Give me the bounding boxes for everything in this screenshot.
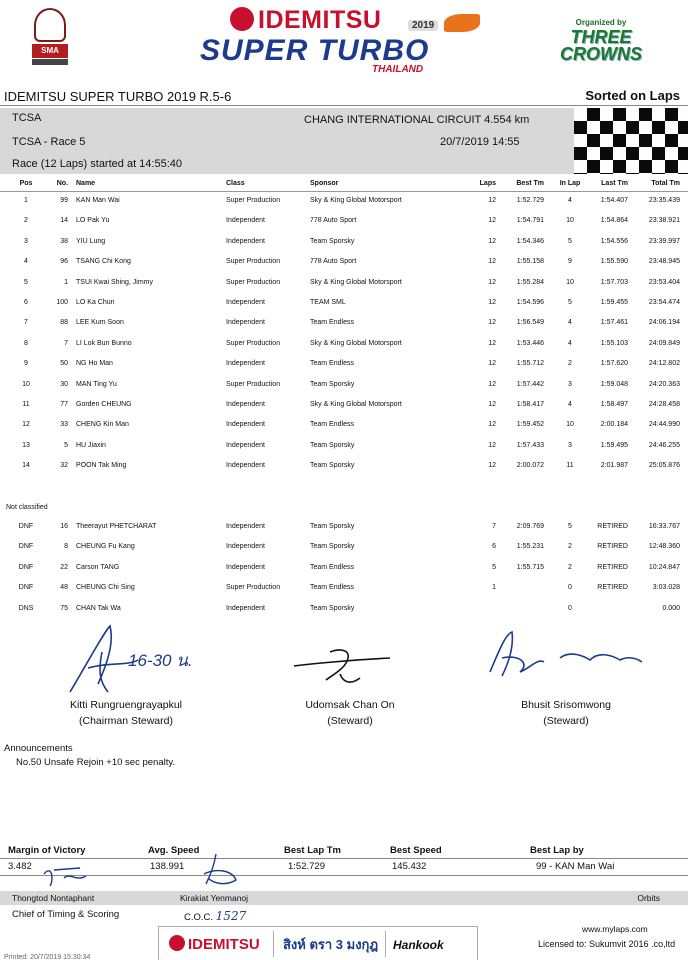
table-row (0, 279, 688, 299)
chief-label: Chief of Timing & Scoring (12, 909, 120, 920)
cell-total: 23:35.439 (648, 197, 680, 204)
sponsor-divider (273, 931, 274, 957)
signature-steward-2 (480, 628, 650, 688)
cell-best: 2:00.072 (516, 462, 544, 470)
cell-last: RETIRED (597, 563, 628, 571)
cell-laps: 12 (488, 462, 496, 470)
cell-total: 0.000 (662, 604, 680, 612)
cell-no: 99 (60, 197, 68, 204)
cell-laps: 12 (488, 401, 496, 408)
summary-divider-bottom (0, 875, 688, 876)
col-best: Best Tm (516, 180, 544, 187)
cell-total: 16:33.767 (648, 523, 680, 530)
cell-last: 1:58.497 (600, 401, 628, 408)
cell-class: Super Production (226, 584, 281, 592)
cell-class: Independent (226, 604, 265, 612)
steward-1-name: Udomsak Chan On (305, 699, 395, 711)
cell-last: 1:59.048 (600, 380, 628, 388)
organizer-label: Organized by (575, 18, 627, 27)
cell-no: 14 (60, 217, 68, 225)
cell-pos: 6 (24, 299, 28, 306)
summary-divider (0, 858, 688, 859)
cell-inlap: 4 (568, 401, 572, 408)
table-row (0, 564, 688, 584)
cell-laps: 12 (488, 258, 496, 266)
cell-pos: 11 (22, 401, 30, 408)
avg-speed-value: 138.991 (150, 861, 185, 872)
cell-best: 1:55.284 (516, 278, 544, 286)
cell-last: 1:57.461 (600, 319, 628, 327)
cell-laps: 12 (488, 421, 496, 429)
cell-inlap: 9 (568, 258, 572, 266)
cell-laps: 12 (488, 217, 496, 225)
cell-class: Independent (226, 543, 265, 551)
cell-total: 23:38.921 (648, 217, 680, 225)
best-lap-label: Best Lap Tm (284, 845, 342, 856)
race-start: Race (12 Laps) started at 14:55:40 (12, 158, 182, 170)
table-row (0, 360, 688, 380)
cell-pos: 12 (22, 421, 30, 429)
cell-name: NG Ho Man (76, 360, 113, 368)
cell-class: Independent (226, 523, 265, 530)
flame-icon (444, 14, 480, 32)
sponsor-hankook: Hankook (393, 938, 444, 952)
cell-pos: 4 (24, 258, 28, 266)
col-no: No. (56, 180, 68, 187)
cell-total: 23:53.404 (648, 278, 680, 286)
cell-class: Super Production (226, 339, 281, 347)
coc-initials-signature (196, 852, 242, 890)
cell-no: 30 (60, 380, 68, 388)
website: www.mylaps.com (582, 924, 648, 934)
cell-inlap: 0 (568, 604, 572, 612)
cell-laps: 12 (488, 339, 496, 347)
cell-total: 23:48.945 (648, 258, 680, 266)
cell-pos: 10 (22, 380, 30, 388)
cell-no: 5 (64, 441, 68, 449)
cell-no: 16 (60, 523, 68, 530)
cell-no: 32 (60, 462, 68, 470)
cell-laps: 12 (488, 197, 496, 204)
cell-no: 75 (60, 604, 68, 612)
cell-inlap: 2 (568, 543, 572, 551)
cell-best: 1:55.712 (516, 360, 544, 368)
col-class: Class (226, 180, 245, 187)
cell-pos: DNS (18, 604, 34, 612)
cell-no: 96 (60, 258, 68, 266)
sort-label: Sorted on Laps (585, 88, 680, 103)
cell-name: MAN Ting Yu (76, 380, 117, 388)
col-laps: Laps (479, 180, 496, 187)
cell-class: Independent (226, 217, 265, 225)
coc-label-text: C.O.C. (184, 912, 214, 923)
association-logo-text: SMA (32, 44, 68, 58)
announcements-label: Announcements (4, 743, 73, 754)
race-label: TCSA - Race 5 (12, 136, 86, 148)
cell-laps: 12 (488, 360, 496, 368)
cell-best: 1:55.715 (516, 563, 544, 571)
steward-1-role: (Steward) (327, 715, 373, 727)
cell-name: KAN Man Wai (76, 197, 120, 204)
cell-inlap: 5 (568, 237, 572, 245)
col-inlap: In Lap (559, 180, 581, 187)
cell-class: Independent (226, 319, 265, 327)
table-row (0, 462, 688, 482)
cell-sponsor: Team Sporsky (310, 543, 355, 551)
cell-best: 1:56.549 (516, 319, 544, 327)
title-bar (0, 88, 688, 106)
logo-underline (32, 59, 68, 65)
cell-pos: 9 (24, 360, 28, 368)
cell-no: 100 (56, 299, 68, 306)
cell-pos: 8 (24, 339, 28, 347)
cell-last: 1:57.703 (600, 278, 628, 286)
cell-last: RETIRED (597, 523, 628, 530)
cell-total: 24:28.458 (648, 401, 680, 408)
cell-laps: 12 (488, 380, 496, 388)
best-lap-by-value: 99 - KAN Man Wai (536, 861, 615, 872)
cell-best: 1:54.596 (516, 299, 544, 306)
table-row (0, 401, 688, 421)
cell-class: Independent (226, 299, 265, 306)
printed-timestamp: Printed: 20/7/2019 15:30:34 (4, 954, 91, 960)
cell-sponsor: Sky & King Global Motorsport (310, 339, 402, 347)
cell-inlap: 4 (568, 197, 572, 204)
organizer-name: THREE CROWNS (560, 27, 642, 64)
col-sponsor: Sponsor (310, 180, 339, 187)
cell-name: CHEUNG Fu Kang (76, 543, 135, 551)
cell-total: 24:12.802 (648, 360, 680, 368)
avg-speed-label: Avg. Speed (148, 845, 200, 856)
cell-pos: 13 (22, 441, 30, 449)
cell-total: 23:39.997 (648, 237, 680, 245)
cell-laps: 12 (488, 299, 496, 306)
cell-class: Super Production (226, 197, 281, 204)
best-speed-value: 145.432 (392, 861, 427, 872)
cell-inlap: 4 (568, 319, 572, 327)
license-text: Licensed to: Sukumvit 2016 .co,ltd (538, 939, 676, 949)
cell-pos: 2 (24, 217, 28, 225)
cell-sponsor: 778 Auto Sport (310, 217, 357, 225)
cell-no: 22 (60, 563, 68, 571)
table-row (0, 197, 688, 217)
cell-best: 1:59.452 (516, 421, 544, 429)
cell-name: Carson TANG (76, 563, 120, 571)
cell-total: 3:03.028 (652, 584, 680, 592)
col-last: Last Tm (601, 180, 628, 187)
cell-inlap: 10 (566, 421, 574, 429)
cell-class: Independent (226, 237, 265, 245)
cell-class: Independent (226, 421, 265, 429)
cell-last: 1:59.455 (600, 299, 628, 306)
cell-sponsor: Team Sporsky (310, 441, 355, 449)
coc-name: Kirakiat Yenmanoj (180, 893, 249, 903)
cell-pos: DNF (18, 543, 34, 551)
cell-no: 77 (60, 401, 68, 408)
sponsor-idemitsu (169, 933, 260, 957)
cell-no: 7 (64, 339, 68, 347)
cell-class: Independent (226, 563, 265, 571)
cell-class: Independent (226, 401, 265, 408)
cell-best: 1:54.791 (516, 217, 544, 225)
brand-series: SUPER TURBO (200, 34, 430, 67)
cell-inlap: 2 (568, 360, 572, 368)
cell-class: Independent (226, 441, 265, 449)
cell-name: CHEUNG Chi Sing (76, 584, 135, 592)
table-row (0, 258, 688, 278)
cell-total: 23:54.474 (648, 299, 680, 306)
table-row (0, 299, 688, 319)
cell-inlap: 2 (568, 563, 572, 571)
cell-best: 1:53.446 (516, 339, 544, 347)
cell-class: Super Production (226, 258, 281, 266)
cell-sponsor: Sky & King Global Motorsport (310, 197, 402, 204)
idemitsu-small-circle-icon (169, 935, 185, 951)
document-header (0, 0, 688, 86)
cell-last: 2:01.987 (600, 462, 628, 470)
brand-year: 2019 (408, 20, 438, 31)
cell-pos: 14 (22, 462, 30, 470)
cell-best: 1:54.346 (516, 237, 544, 245)
cell-name: TSANG Chi Kong (76, 258, 131, 266)
cell-inlap: 10 (566, 217, 574, 225)
cell-inlap: 11 (566, 462, 574, 470)
cell-total: 24:09.849 (648, 339, 680, 347)
cell-sponsor: Team Sporsky (310, 604, 355, 612)
race-datetime: 20/7/2019 14:55 (440, 136, 520, 148)
cell-sponsor: Team Sporsky (310, 462, 355, 470)
best-lap-by-label: Best Lap by (530, 845, 584, 856)
cell-best: 1:57.433 (516, 441, 544, 449)
event-title: IDEMITSU SUPER TURBO 2019 R.5-6 (4, 89, 232, 104)
table-row (0, 523, 688, 543)
chairman-name: Kitti Rungruengrayapkul (69, 699, 183, 711)
cell-name: LI Lok Bun Bunno (76, 339, 132, 347)
table-row (0, 421, 688, 441)
crest-icon (34, 8, 66, 42)
cell-total: 25:05.876 (648, 462, 680, 470)
sponsor-strip (158, 926, 478, 960)
cell-last: 1:54.556 (600, 237, 628, 245)
idemitsu-wordmark (230, 6, 381, 35)
cell-laps: 1 (492, 584, 496, 592)
cell-pos: 1 (24, 197, 28, 204)
cell-last: 2:00.184 (600, 421, 628, 429)
steward-2-role: (Steward) (543, 715, 589, 727)
cell-pos: 7 (24, 319, 28, 327)
cell-class: Super Production (226, 278, 281, 286)
cell-no: 88 (60, 319, 68, 327)
officials-bar (0, 891, 688, 905)
cell-total: 12:48.360 (648, 543, 680, 551)
chairman-role: (Chairman Steward) (79, 715, 173, 727)
cell-best: 1:55.158 (516, 258, 544, 266)
table-row (0, 319, 688, 339)
cell-laps: 12 (488, 278, 496, 286)
circuit-name: CHANG INTERNATIONAL CIRCUIT 4.554 km (304, 114, 530, 126)
cell-laps: 12 (488, 237, 496, 245)
table-row (0, 340, 688, 360)
cell-laps: 12 (488, 319, 496, 327)
cell-class: Independent (226, 462, 265, 470)
steward-2-name: Bhusit Srisomwong (521, 699, 611, 711)
cell-no: 38 (60, 237, 68, 245)
cell-inlap: 0 (568, 584, 572, 592)
cell-sponsor: 778 Auto Sport (310, 258, 357, 266)
cell-no: 48 (60, 584, 68, 592)
cell-sponsor: Team Endless (310, 360, 354, 368)
cell-sponsor: TEAM SML (310, 299, 346, 306)
cell-best: 1:52.729 (516, 197, 544, 204)
organizer-logo (536, 18, 666, 70)
cell-total: 24:06.194 (648, 319, 680, 327)
cell-name: Gorden CHEUNG (76, 401, 132, 408)
table-row (0, 381, 688, 401)
cell-pos: DNF (18, 523, 34, 530)
series-label: TCSA (12, 112, 42, 124)
announcement-text: No.50 Unsafe Rejoin +10 sec penalty. (16, 757, 176, 768)
cell-last: RETIRED (597, 543, 628, 551)
timing-company: Orbits (637, 893, 660, 903)
coc-handwritten: 1527 (215, 909, 247, 923)
cell-pos: DNF (18, 563, 34, 571)
cell-sponsor: Sky & King Global Motorsport (310, 401, 402, 408)
cell-name: LEE Kum Soon (76, 319, 124, 327)
cell-laps: 12 (488, 441, 496, 449)
cell-laps: 6 (492, 543, 496, 551)
cell-pos: 5 (24, 278, 28, 286)
cell-inlap: 3 (568, 380, 572, 388)
cell-total: 24:44.990 (648, 421, 680, 429)
cell-name: POON Tak Ming (76, 462, 127, 470)
cell-sponsor: Team Endless (310, 421, 354, 429)
brand-name: IDEMITSU (258, 6, 382, 34)
table-row (0, 217, 688, 237)
cell-best: 2:09.769 (516, 523, 544, 530)
cell-sponsor: Team Endless (310, 319, 354, 327)
cell-inlap: 5 (568, 523, 572, 530)
super-turbo-logo (196, 4, 496, 78)
cell-best: 1:55.231 (516, 543, 544, 551)
cell-name: CHAN Tak Wa (76, 604, 121, 612)
cell-best: 1:57.442 (516, 380, 544, 388)
col-total: Total Tm (651, 180, 680, 187)
cell-laps: 5 (492, 563, 496, 571)
cell-no: 1 (64, 278, 68, 286)
cell-inlap: 4 (568, 339, 572, 347)
table-header (0, 180, 688, 192)
cell-sponsor: Team Sporsky (310, 523, 355, 530)
cell-name: CHENG Kin Man (76, 421, 129, 429)
cell-class: Independent (226, 360, 265, 368)
cell-sponsor: Team Endless (310, 563, 354, 571)
cell-total: 10:24.847 (648, 563, 680, 571)
cell-sponsor: Team Sporsky (310, 380, 355, 388)
brand-country: THAILAND (372, 64, 424, 75)
cell-class: Super Production (226, 380, 281, 388)
cell-sponsor: Team Endless (310, 584, 354, 592)
best-speed-label: Best Speed (390, 845, 442, 856)
cell-total: 24:46.255 (648, 441, 680, 449)
margin-label: Margin of Victory (8, 845, 86, 856)
cell-best: 1:58.417 (516, 401, 544, 408)
checkered-flag-icon (574, 108, 688, 174)
cell-name: YIU Lung (76, 237, 106, 245)
best-lap-value: 1:52.729 (288, 861, 325, 872)
signature-chairman-note: 16-30 น. (128, 651, 193, 670)
cell-pos: 3 (24, 237, 28, 245)
cell-last: RETIRED (597, 584, 628, 592)
cell-name: Theerayut PHETCHARAT (76, 523, 157, 530)
coc-label (184, 909, 246, 923)
table-row (0, 442, 688, 462)
cell-name: TSUI Kwai Shing, Jimmy (76, 278, 154, 286)
idemitsu-circle-icon (230, 7, 254, 31)
cell-last: 1:54.864 (600, 217, 628, 225)
cell-last: 1:54.407 (600, 197, 628, 204)
table-row (0, 584, 688, 604)
cell-sponsor: Sky & King Global Motorsport (310, 278, 402, 286)
sponsor-singha: สิงห์ ตรา 3 มงกุฎ (283, 937, 379, 952)
timekeeper-name: Thongtod Nontaphant (12, 893, 95, 903)
cell-no: 33 (60, 421, 68, 429)
margin-value: 3.482 (8, 861, 32, 872)
signature-chairman (58, 622, 238, 702)
cell-no: 50 (60, 360, 68, 368)
sponsor-idemitsu-text: IDEMITSU (188, 936, 260, 953)
sponsor-divider (385, 931, 386, 957)
cell-last: 1:59.495 (600, 441, 628, 449)
initials-signature (40, 860, 90, 888)
cell-inlap: 10 (566, 278, 574, 286)
table-row (0, 543, 688, 563)
cell-last: 1:55.590 (600, 258, 628, 266)
col-name: Name (76, 180, 96, 187)
cell-sponsor: Team Sporsky (310, 237, 355, 245)
cell-pos: DNF (18, 584, 34, 592)
table-row (0, 238, 688, 258)
cell-name: LO Pak Yu (76, 217, 110, 225)
cell-inlap: 3 (568, 441, 572, 449)
cell-last: 1:55.103 (600, 339, 628, 347)
cell-name: LO Ka Chun (76, 299, 115, 306)
not-classified-label: Not classified (6, 504, 48, 511)
cell-laps: 7 (492, 523, 496, 530)
cell-no: 8 (64, 543, 68, 551)
col-pos: Pos (19, 180, 33, 187)
cell-total: 24:20.363 (648, 380, 680, 388)
cell-last: 1:57.620 (600, 360, 628, 368)
association-logo (28, 8, 72, 66)
signature-steward-1 (290, 644, 400, 690)
cell-name: HU Jiaxin (76, 441, 106, 449)
cell-inlap: 5 (568, 299, 572, 306)
